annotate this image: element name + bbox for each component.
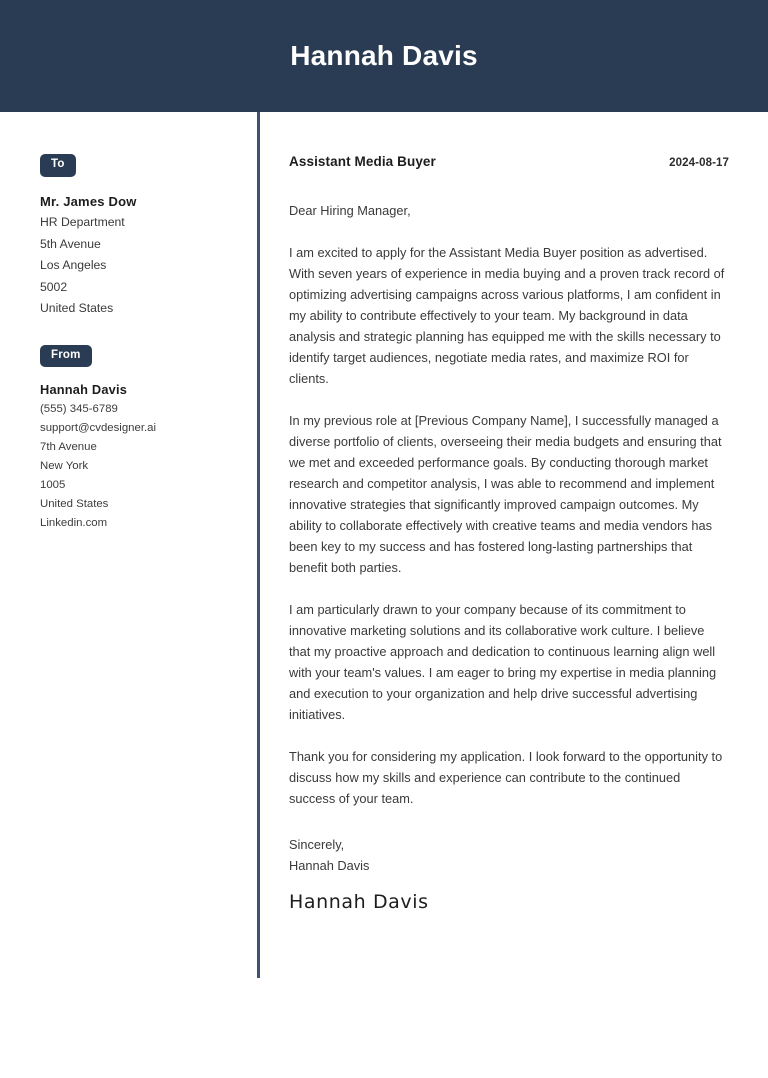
letter-paragraph: I am excited to apply for the Assistant Media Buyer position as advertised. With seven years of experience in media buying and a proven track record of optimizing advertising campaigns across various platforms, I am confident in my ability to contribute effectively to your team. My background in data analysis and strategic planning has equipped me with the skills necessary to identify target audiences, negotiate media rates, and maximize ROI for clients. — [289, 245, 725, 386]
sender-line: United States — [40, 497, 109, 510]
letter-paragraph: I am particularly drawn to your company because of its commitment to innovative marketing solutions and its collaborative work culture. I believe that my proactive approach and dedication to continuous learning align well with your team's values. I am eager to bring my expertise in media planning and execution to your organization and help drive successful advertising initiatives. — [289, 602, 717, 722]
letter-paragraph: Thank you for considering my application. I look forward to the opportunity to discuss how my skills and experience can contribute to the continued success of your team. — [289, 749, 723, 806]
signature: Hannah Davis — [289, 891, 429, 913]
letter-content — [260, 112, 768, 914]
recipient-section — [40, 154, 237, 320]
letter-header-banner — [0, 0, 768, 112]
letter-paragraph: In my previous role at [Previous Company Name], I successfully managed a diverse portfolio of clients, overseeing their media budgets and ensuring that we met and exceeded performance goals. By conducting thorough market research and competitor analysis, I was able to recommend and implement innovative strategies that significantly improved campaign outcomes. My ability to collaborate effectively with creative teams and media vendors has been key to my success and has fostered long-lasting partnerships that benefit both parties. — [289, 413, 722, 575]
closing-word: Sincerely, — [289, 837, 345, 852]
page-title: Hannah Davis — [290, 40, 478, 71]
recipient-line: 5002 — [40, 279, 68, 294]
recipient-line: Los Angeles — [40, 258, 107, 272]
recipient-address-block — [40, 191, 237, 320]
job-title: Assistant Media Buyer — [289, 154, 436, 169]
sender-linkedin[interactable]: Linkedin.com — [40, 516, 108, 529]
sender-email[interactable]: support@cvdesigner.ai — [40, 421, 157, 434]
sender-section — [40, 345, 237, 533]
sender-line: 7th Avenue — [40, 440, 97, 453]
sender-line: New York — [40, 459, 89, 472]
letter-heading-row — [289, 154, 729, 169]
salutation: Dear Hiring Manager, — [289, 203, 411, 218]
from-badge: From — [40, 345, 92, 368]
recipient-line: 5th Avenue — [40, 236, 101, 251]
sidebar — [0, 112, 257, 533]
sender-phone: (555) 345-6789 — [40, 402, 118, 415]
closing-name: Hannah Davis — [289, 858, 370, 873]
recipient-line: United States — [40, 301, 114, 315]
recipient-line: HR Department — [40, 215, 125, 229]
sender-line: 1005 — [40, 478, 66, 491]
letter-date: 2024-08-17 — [669, 157, 729, 169]
to-badge: To — [40, 154, 76, 177]
letter-body — [0, 112, 768, 978]
sender-address-block — [40, 380, 237, 533]
sender-name: Hannah Davis — [40, 382, 128, 397]
closing-block — [289, 834, 729, 876]
recipient-name: Mr. James Dow — [40, 193, 137, 209]
sidebar-section-gap — [40, 320, 237, 345]
